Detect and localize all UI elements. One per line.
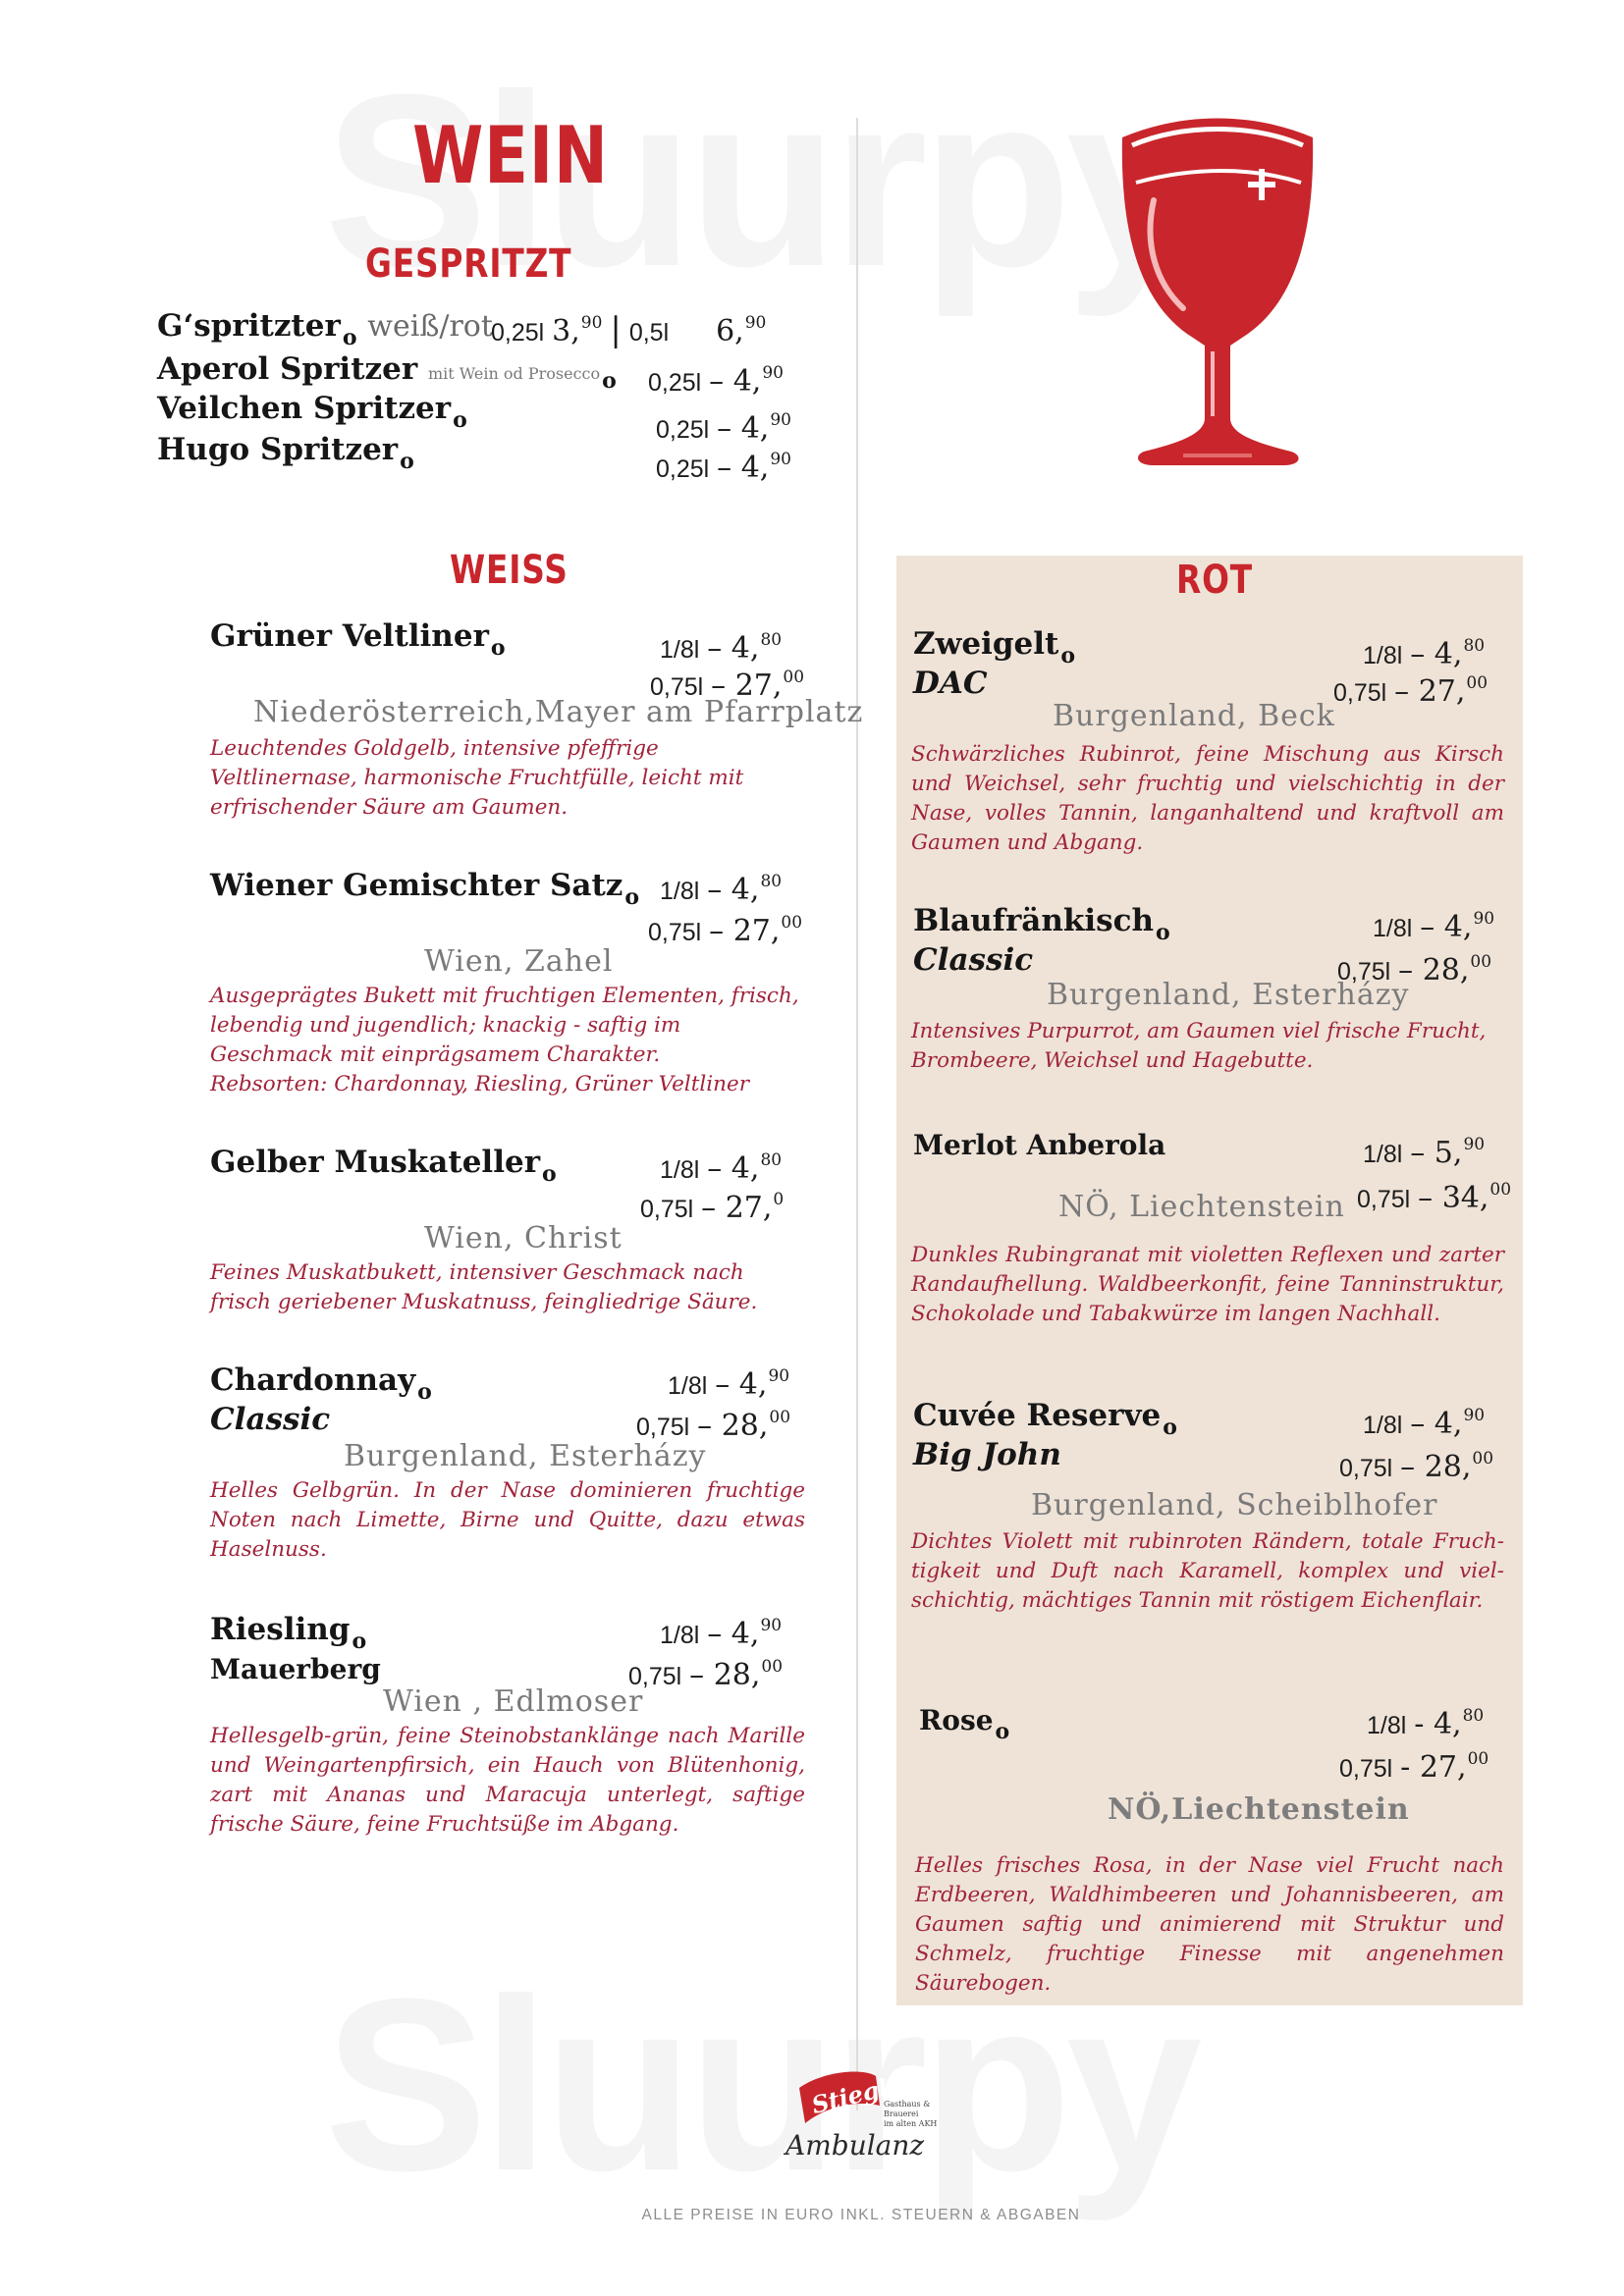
price-bottle: 0,75l – 28,00 <box>1337 952 1492 988</box>
gespritzt-price: 0,25l – 4,90 <box>656 450 791 485</box>
wine-name: Grüner Veltliner$_o$ <box>210 618 506 661</box>
logo-name: Ambulanz <box>785 2129 925 2162</box>
gespritzt-item-name: Hugo Spritzer$_o$ <box>157 432 414 474</box>
wine-region: Burgenland, Esterházy <box>344 1439 707 1473</box>
logo-brand: Stiegl <box>808 2072 892 2120</box>
price-bottle: 0,75l – 27,00 <box>1333 673 1489 709</box>
wine-description: Hellesgelb-grün, feine Steinobstanklänge nach Marille und Weingartenpfirsich, ein Hauch von Blütenhonig, zart mit Ananas und Maracuja unterlegt, saftige frische Säure, feine Fruchtsüße im Abgang. <box>210 1724 805 1837</box>
price-glass: 1/8l – 4,90 <box>1373 909 1495 944</box>
wine-description: Dunkles Rubingranat mit violetten Reflexen und zarter Randaufhellung. Waldbeerkonfit, feine Tanninstruktur, Schokolade und Tabakwürze im langen Nachhall. <box>911 1243 1504 1326</box>
wine-name: Chardonnay$_o$ <box>210 1362 432 1405</box>
wine-name: Wiener Gemischter Satz$_o$ <box>210 868 640 910</box>
wine-subtitle: Mauerberg <box>210 1653 381 1685</box>
gespritzt-price: 0,25l – 4,90 <box>656 410 791 446</box>
gespritzt-detail: weiß/rot <box>367 309 493 344</box>
price-bottle: 0,75l – 28,00 <box>1339 1449 1494 1484</box>
price-bottle: 0,75l - 27,00 <box>1339 1749 1489 1785</box>
gespritzt-item-name: G‘spritzter$_o$ weiß/rot <box>157 308 493 350</box>
wine-name: Rose$_o$ <box>919 1704 1010 1744</box>
wine-region: Niederösterreich,Mayer am Pfarrplatz <box>253 695 864 729</box>
gespritzt-item-name: Aperol Spritzer mit Wein od Prosecco$_o$ <box>157 351 617 394</box>
wine-description: Leuchtendes Goldgelb, intensive pfeffrige Veltlinernase, harmonische Fruchtfülle, leicht mit erfrischender Säure am Gaumen. <box>210 736 744 820</box>
wine-name: Zweigelt$_o$ <box>913 626 1075 668</box>
wine-description: Dichtes Violett mit rubinroten Rändern, totale Fruch-tigkeit und Duft nach Karamell, komplex und viel-schichtig, mächtiges Tannin mit röstigem Eichenflair. <box>911 1529 1504 1613</box>
wine-description: Feines Muskatbukett, intensiver Geschmack nach frisch geriebener Muskatnuss, feingliedrige Säure. <box>210 1260 758 1314</box>
gespritzt-item-name: Veilchen Spritzer$_o$ <box>157 391 467 433</box>
wine-subtitle: DAC <box>913 666 988 701</box>
price-glass: 1/8l – 4,90 <box>668 1366 790 1402</box>
price-glass: 1/8l – 4,90 <box>660 1616 783 1651</box>
wine-region: NÖ,Liechtenstein <box>1108 1792 1410 1827</box>
wine-name: Merlot Anberola <box>913 1129 1166 1161</box>
footer-note: ALLE PREISE IN EURO INKL. STEUERN & ABGABEN <box>641 2207 1081 2223</box>
price-bottle: 0,75l – 27,00 <box>648 913 803 948</box>
price-glass: 1/8l – 4,80 <box>660 630 783 666</box>
wine-region: Wien, Zahel <box>424 944 614 979</box>
price-glass: 1/8l - 4,80 <box>1367 1706 1485 1741</box>
price-bottle: 0,75l – 28,00 <box>636 1408 791 1443</box>
price-bottle: 0,75l – 27,00 <box>650 667 805 703</box>
wine-name: Cuvée Reserve$_o$ <box>913 1398 1177 1440</box>
wine-description: Schwärzliches Rubinrot, feine Mischung aus Kirsch und Weichsel, sehr fruchtig und vielschichtig in der Nase, volles Tannin, langanhaltend und kraftvoll am Gaumen und Abgang. <box>911 742 1504 855</box>
wine-region: Burgenland, Beck <box>1053 699 1335 733</box>
heading-weiss: WEISS <box>450 548 568 593</box>
price-glass: 1/8l – 5,90 <box>1363 1135 1486 1170</box>
heading-rot: ROT <box>1176 558 1253 603</box>
column-divider <box>856 118 858 2110</box>
wine-description: Intensives Purpurrot, am Gaumen viel frische Frucht, Brombeere, Weichsel und Hagebutte. <box>911 1019 1487 1073</box>
wine-region: Burgenland, Esterházy <box>1047 978 1410 1012</box>
wine-description: Ausgeprägtes Bukett mit fruchtigen Elementen, frisch, lebendig und jugendlich; knackig - saftig im Geschmack mit einprägsamem Charakter. Rebsorten: Chardonnay, Riesling, Grüner Veltliner <box>210 984 799 1096</box>
page-title: WEIN <box>412 110 609 201</box>
gespritzt-price: 0,25l – 4,90 <box>648 363 784 399</box>
wine-region: Wien, Christ <box>424 1221 623 1255</box>
price-glass: 1/8l – 4,80 <box>660 872 783 907</box>
wine-name: Blaufränkisch$_o$ <box>913 903 1170 945</box>
wine-region: Burgenland, Scheiblhofer <box>1031 1488 1438 1522</box>
price-glass: 1/8l – 4,90 <box>1363 1406 1486 1441</box>
logo-tagline: Gasthaus & Brauerei im alten AKH <box>884 2100 938 2128</box>
wine-name: Gelber Muskateller$_o$ <box>210 1145 557 1187</box>
price-glass: 1/8l – 4,80 <box>660 1150 783 1186</box>
wine-description: Helles Gelbgrün. In der Nase dominieren fruchtige Noten nach Limette, Birne und Quitte, dazu etwas Haselnuss. <box>210 1478 805 1562</box>
price-bottle: 0,75l – 34,00 <box>1357 1180 1512 1215</box>
wine-region: NÖ, Liechtenstein <box>1058 1190 1345 1224</box>
gespritzt-price: 0,25l 3,90 | 0,5l 6,90 <box>491 310 767 349</box>
wine-name: Riesling$_o$ <box>210 1612 367 1654</box>
wine-subtitle: Big John <box>913 1437 1061 1472</box>
price-bottle: 0,75l – 27,$^0$ <box>640 1190 785 1225</box>
wine-region: Wien , Edlmoser <box>383 1684 644 1719</box>
restaurant-logo <box>785 2066 943 2184</box>
price-glass: 1/8l – 4,80 <box>1363 636 1486 671</box>
price-bottle: 0,75l – 28,00 <box>628 1657 784 1692</box>
wine-description: Helles frisches Rosa, in der Nase viel Frucht nach Erdbeeren, Waldhimbeeren und Johannisbeeren, am Gaumen saftig und animierend mit Struktur und Schmelz, fruchtige Finesse mit angenehmen Säurebogen. <box>915 1853 1504 1996</box>
wine-glass-icon <box>1114 106 1321 469</box>
heading-gespritzt: GESPRITZT <box>365 241 572 287</box>
wine-subtitle: Classic <box>913 942 1034 978</box>
wine-subtitle: Classic <box>210 1402 331 1437</box>
